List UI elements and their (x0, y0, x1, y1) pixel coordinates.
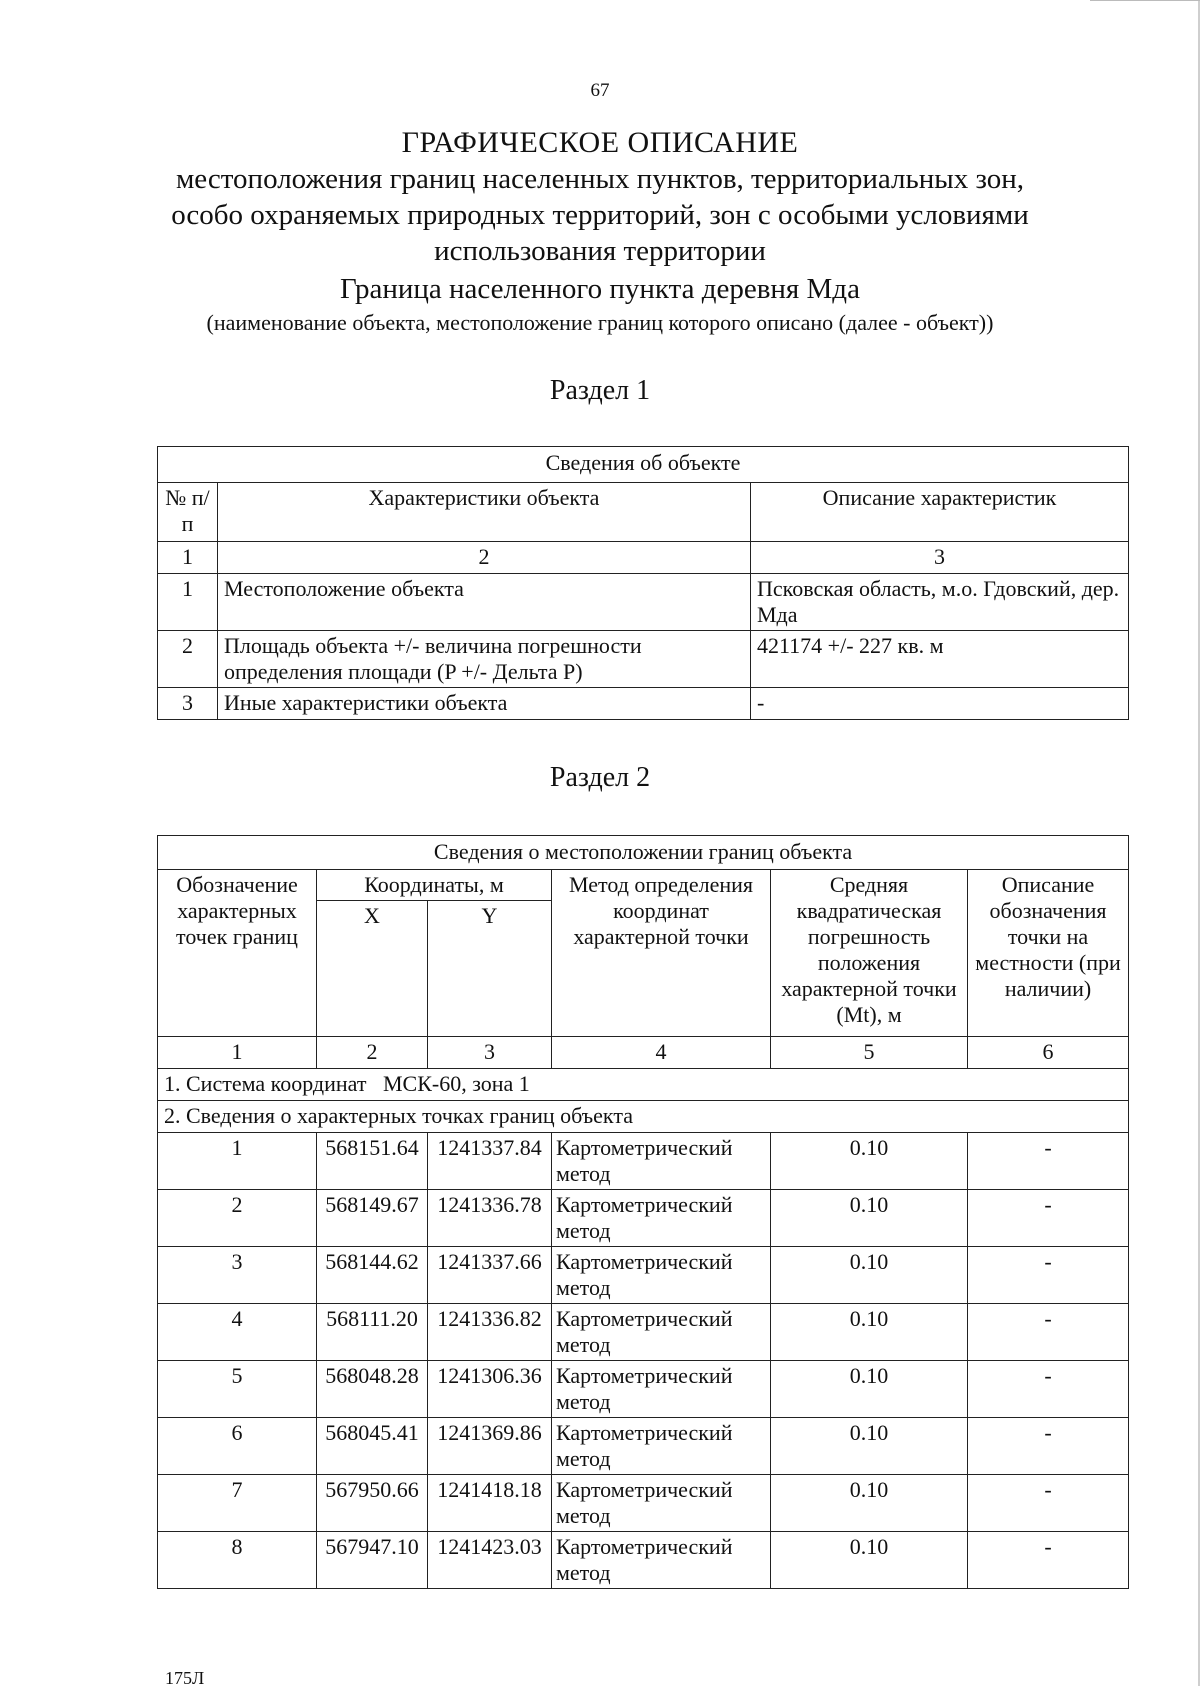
table-row (158, 1418, 1129, 1475)
point-description: - (968, 1133, 1129, 1190)
table-row (158, 574, 1129, 631)
point-x: 567947.10 (317, 1532, 428, 1589)
row-characteristic: Иные характеристики объекта (218, 688, 751, 720)
table-row (158, 1133, 1129, 1190)
point-y: 1241423.03 (428, 1532, 552, 1589)
point-id: 2 (158, 1190, 317, 1247)
points-caption: 2. Сведения о характерных точках границ объекта (158, 1101, 1129, 1133)
header-x: X (317, 901, 428, 1037)
table-caption: Сведения о местоположении границ объекта (158, 836, 1129, 870)
section-2-title: Раздел 2 (549, 762, 651, 793)
table-header-row (158, 870, 1129, 901)
column-number-row (158, 542, 1129, 574)
header-description: Описание обозначения точки на местности (при наличии) (968, 870, 1129, 1037)
table-row (158, 631, 1129, 688)
header-num: № п/п (158, 483, 218, 542)
header-description: Описание характеристик (751, 483, 1129, 542)
footer-code: 175Л (165, 1668, 205, 1688)
table-row (158, 1532, 1129, 1589)
point-mt: 0.10 (771, 1247, 968, 1304)
point-method: Картометрический метод (552, 1418, 771, 1475)
point-x: 568048.28 (317, 1361, 428, 1418)
point-description: - (968, 1247, 1129, 1304)
point-y: 1241337.66 (428, 1247, 552, 1304)
point-mt: 0.10 (771, 1190, 968, 1247)
point-method: Картометрический метод (552, 1475, 771, 1532)
section-1-title: Раздел 1 (549, 375, 651, 406)
point-x: 568149.67 (317, 1190, 428, 1247)
header-error: Средняя квадратическая погрешность положения характерной точки (Mt), м (771, 870, 968, 1037)
header-y: Y (428, 901, 552, 1037)
point-mt: 0.10 (771, 1418, 968, 1475)
point-id: 3 (158, 1247, 317, 1304)
table-row (158, 1247, 1129, 1304)
object-name: Граница населенного пункта деревня Мда (340, 273, 860, 305)
coordinate-system: 1. Система координат МСК-60, зона 1 (158, 1069, 1129, 1101)
table-caption: Сведения об объекте (158, 447, 1129, 483)
column-number: 2 (317, 1037, 428, 1069)
column-number: 1 (158, 1037, 317, 1069)
subtitle-line-2: особо охраняемых природных территорий, зон с особыми условиями (171, 199, 1029, 231)
points-caption-row (158, 1101, 1129, 1133)
point-mt: 0.10 (771, 1475, 968, 1532)
subtitle-line-1: местоположения границ населенных пунктов, территориальных зон, (175, 163, 1025, 195)
point-id: 6 (158, 1418, 317, 1475)
coordinate-system-row (158, 1069, 1129, 1101)
table-row (158, 1475, 1129, 1532)
row-number: 2 (158, 631, 218, 688)
row-number: 1 (158, 574, 218, 631)
point-y: 1241336.78 (428, 1190, 552, 1247)
header-point-designation: Обозначение характерных точек границ (158, 870, 317, 1037)
point-y: 1241369.86 (428, 1418, 552, 1475)
column-number: 3 (428, 1037, 552, 1069)
header-characteristic: Характеристики объекта (218, 483, 751, 542)
subtitle-line-3: использования территории (434, 235, 766, 267)
point-id: 8 (158, 1532, 317, 1589)
column-number: 1 (158, 542, 218, 574)
point-mt: 0.10 (771, 1361, 968, 1418)
point-description: - (968, 1304, 1129, 1361)
point-mt: 0.10 (771, 1133, 968, 1190)
point-description: - (968, 1418, 1129, 1475)
point-x: 568151.64 (317, 1133, 428, 1190)
point-method: Картометрический метод (552, 1133, 771, 1190)
document-heading (0, 125, 1200, 337)
point-method: Картометрический метод (552, 1361, 771, 1418)
column-number: 5 (771, 1037, 968, 1069)
point-id: 7 (158, 1475, 317, 1532)
object-info-table (157, 446, 1129, 720)
row-characteristic: Местоположение объекта (218, 574, 751, 631)
column-number: 6 (968, 1037, 1129, 1069)
row-characteristic: Площадь объекта +/- величина погрешности определения площади (P +/- Дельта P) (218, 631, 751, 688)
scan-top-line (1090, 0, 1200, 1)
point-description: - (968, 1475, 1129, 1532)
point-mt: 0.10 (771, 1304, 968, 1361)
row-description: Псковская область, м.о. Гдовский, дер. Мда (751, 574, 1129, 631)
point-y: 1241306.36 (428, 1361, 552, 1418)
table-caption-row (158, 836, 1129, 870)
table-row (158, 1304, 1129, 1361)
page-number: 67 (590, 80, 610, 101)
point-x: 568144.62 (317, 1247, 428, 1304)
table-row (158, 1361, 1129, 1418)
point-method: Картометрический метод (552, 1532, 771, 1589)
object-note: (наименование объекта, местоположение границ которого описано (далее - объект)) (206, 310, 994, 335)
table-row (158, 688, 1129, 720)
point-x: 567950.66 (317, 1475, 428, 1532)
point-description: - (968, 1532, 1129, 1589)
column-number: 3 (751, 542, 1129, 574)
point-y: 1241418.18 (428, 1475, 552, 1532)
point-x: 568111.20 (317, 1304, 428, 1361)
point-description: - (968, 1361, 1129, 1418)
row-description: - (751, 688, 1129, 720)
row-number: 3 (158, 688, 218, 720)
point-x: 568045.41 (317, 1418, 428, 1475)
document-title: ГРАФИЧЕСКОЕ ОПИСАНИЕ (401, 126, 799, 159)
point-y: 1241336.82 (428, 1304, 552, 1361)
point-method: Картометрический метод (552, 1304, 771, 1361)
point-mt: 0.10 (771, 1532, 968, 1589)
column-number: 2 (218, 542, 751, 574)
table-row (158, 1190, 1129, 1247)
point-description: - (968, 1190, 1129, 1247)
column-number: 4 (552, 1037, 771, 1069)
header-coordinates: Координаты, м (317, 870, 552, 901)
point-y: 1241337.84 (428, 1133, 552, 1190)
point-id: 5 (158, 1361, 317, 1418)
point-id: 4 (158, 1304, 317, 1361)
point-id: 1 (158, 1133, 317, 1190)
boundary-points-table (157, 835, 1129, 1589)
point-method: Картометрический метод (552, 1190, 771, 1247)
table-caption-row (158, 447, 1129, 483)
table-header-row (158, 483, 1129, 542)
header-method: Метод определения координат характерной точки (552, 870, 771, 1037)
row-description: 421174 +/- 227 кв. м (751, 631, 1129, 688)
column-number-row (158, 1037, 1129, 1069)
point-method: Картометрический метод (552, 1247, 771, 1304)
